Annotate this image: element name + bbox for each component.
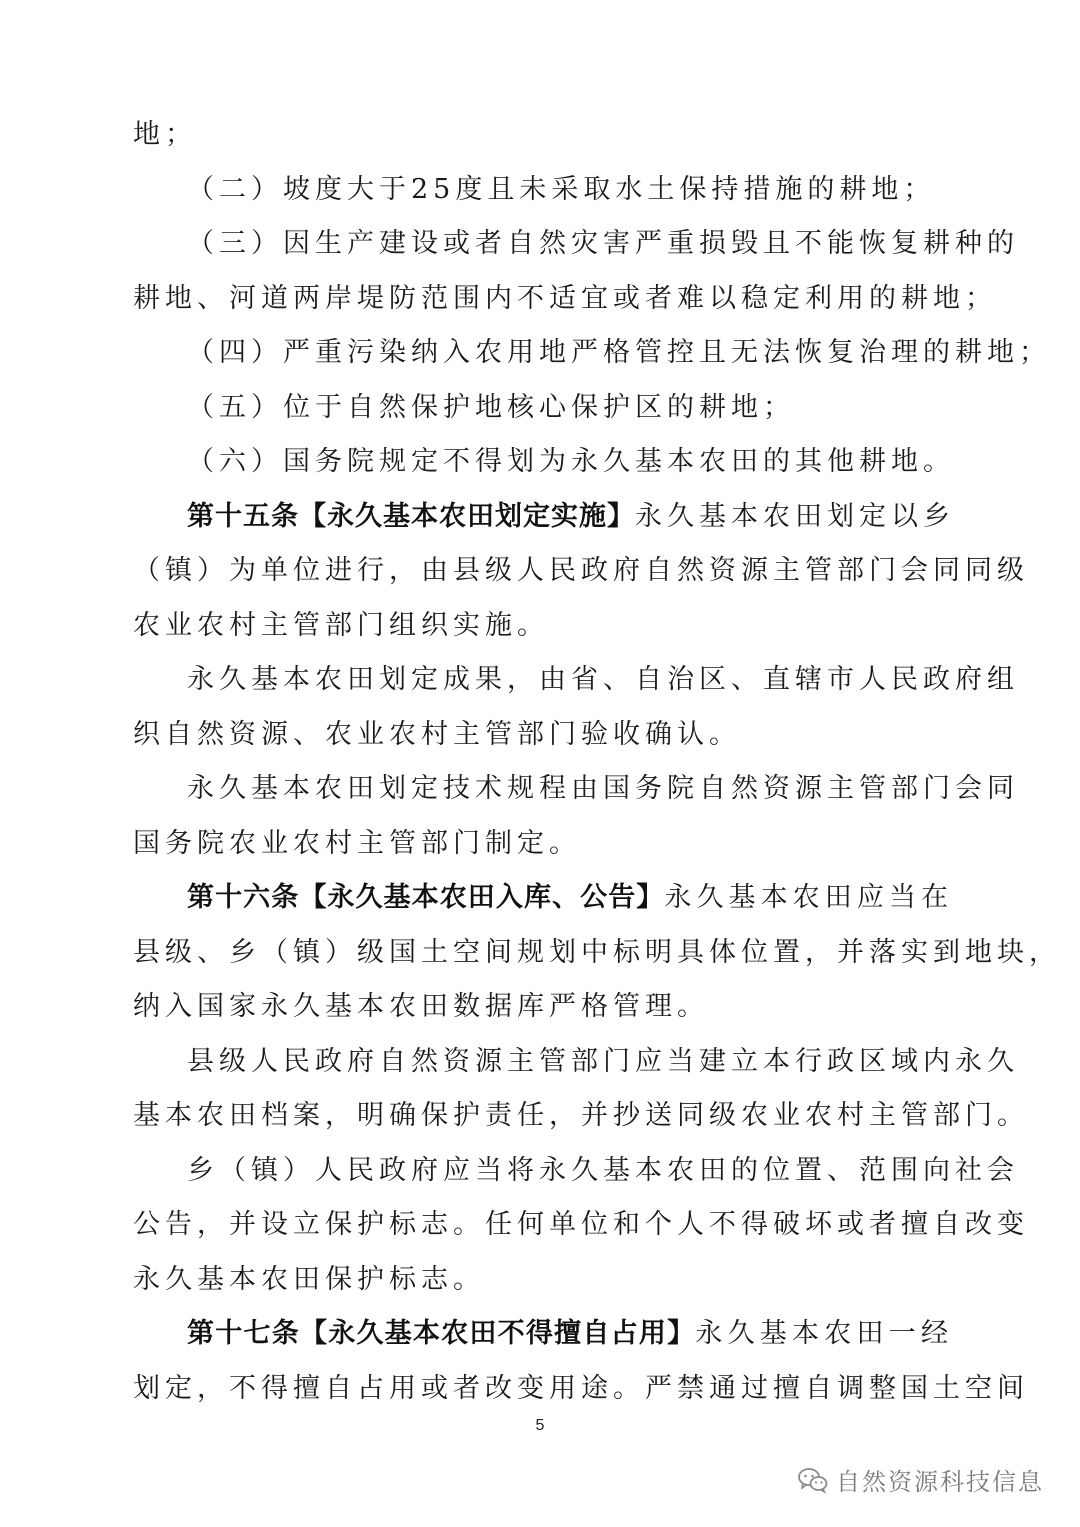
text-line: 乡（镇）人民政府应当将永久基本农田的位置、范围向社会: [187, 1154, 1019, 1186]
text-line: 划定，不得擅自占用或者改变用途。严禁通过擅自调整国土空间: [133, 1372, 1029, 1404]
document-body: [133, 108, 1061, 1416]
page-number: 5: [535, 1417, 545, 1434]
text-line: （五）位于自然保护地核心保护区的耕地；: [187, 391, 795, 423]
text-line: 耕地、河道两岸堤防范围内不适宜或者难以稳定利用的耕地；: [133, 282, 997, 314]
text-line: 县级、乡（镇）级国土空间规划中标明具体位置，并落实到地块，: [133, 936, 1061, 968]
text-line: 永久基本农田划定成果，由省、自治区、直辖市人民政府组: [187, 664, 1019, 695]
article-heading: 第十七条【永久基本农田不得擅自占用】: [187, 1318, 696, 1349]
article-text: 永久基本农田一经: [695, 1318, 954, 1349]
article-line: [133, 490, 953, 545]
article-line: [133, 871, 953, 926]
text-line: 永久基本农田划定技术规程由国务院自然资源主管部门会同: [187, 773, 1019, 804]
text-line: （四）严重污染纳入农用地严格管控且无法恢复治理的耕地；: [187, 337, 1051, 368]
text-line: 公告，并设立保护标志。任何单位和个人不得破坏或者擅自改变: [133, 1209, 1029, 1240]
text-line: 永久基本农田保护标志。: [133, 1263, 485, 1295]
text-line: 地；: [133, 119, 197, 150]
text-line: （三）因生产建设或者自然灾害严重损毁且不能恢复耕种的: [187, 228, 1019, 259]
text-line: 县级人民政府自然资源主管部门应当建立本行政区域内永久: [187, 1045, 1019, 1077]
text-line: 国务院农业农村主管部门制定。: [133, 827, 581, 859]
watermark-text: 自然资源科技信息: [836, 1468, 1044, 1496]
article-line: [133, 1307, 953, 1362]
watermark: [798, 1462, 1044, 1497]
text-line: 基本农田档案，明确保护责任，并抄送同级农业农村主管部门。: [133, 1100, 1029, 1131]
article-text: 永久基本农田划定以乡: [635, 500, 955, 532]
article-text: 永久基本农田应当在: [664, 882, 953, 913]
text-line: 农业农村主管部门组织实施。: [133, 609, 549, 641]
text-line: （六）国务院规定不得划为永久基本农田的其他耕地。: [187, 446, 955, 477]
article-heading: 第十六条【永久基本农田入库、公告】: [187, 882, 665, 913]
text-line: 纳入国家永久基本农田数据库严格管理。: [133, 991, 709, 1022]
text-line: 织自然资源、农业农村主管部门验收确认。: [133, 718, 741, 750]
text-line: （二）坡度大于25度且未采取水土保持措施的耕地；: [187, 173, 936, 205]
wechat-icon: [798, 1467, 828, 1493]
text-line: （镇）为单位进行，由县级人民政府自然资源主管部门会同同级: [133, 555, 1029, 586]
article-heading: 第十五条【永久基本农田划定实施】: [187, 500, 635, 532]
